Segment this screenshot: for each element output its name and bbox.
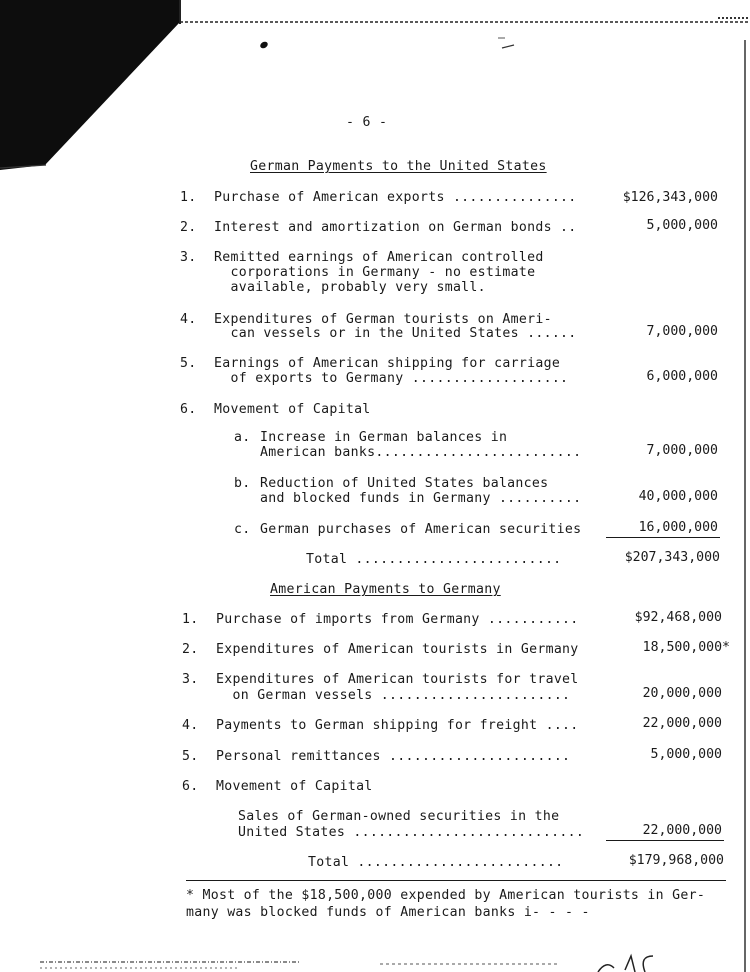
subitem-text: United States ............................ <box>238 825 585 840</box>
item-text: Personal remittances ...................... <box>216 749 571 764</box>
item-number: 4. <box>182 718 199 733</box>
subitem-text: Increase in German balances in <box>260 430 508 445</box>
ink-speck <box>502 45 514 48</box>
subitem-text: German purchases of American securities <box>260 522 582 537</box>
item-number: 6. <box>182 779 199 794</box>
item-number: 3. <box>180 250 197 265</box>
item-amount: 22,000,000 <box>642 716 722 731</box>
item-amount: $92,468,000 <box>634 610 722 625</box>
subitem-amount: 16,000,000 <box>638 520 718 535</box>
ink-speck <box>259 40 269 49</box>
item-text: Expenditures of American tourists in Germany <box>216 642 579 657</box>
item-number: 1. <box>182 612 199 627</box>
item-number: 5. <box>182 749 199 764</box>
black-corner-shadow <box>0 0 180 170</box>
item-text: Earnings of American shipping for carriage <box>214 356 561 371</box>
item-text: Purchase of American exports ............... <box>214 190 577 205</box>
subitem-text: and blocked funds in Germany .......... <box>260 491 582 506</box>
total-label: Total ......................... <box>308 855 564 870</box>
total-label: Total ......................... <box>306 552 562 567</box>
footnote-line: many was blocked funds of American banks i- - - - <box>186 905 590 920</box>
subitem-text: Sales of German-owned securities in the <box>238 809 560 824</box>
item-amount: 6,000,000 <box>646 369 718 384</box>
subitem-letter: c. <box>234 522 251 537</box>
subitem-amount: 40,000,000 <box>638 489 718 504</box>
item-amount: 18,500,000* <box>642 640 730 655</box>
item-number: 2. <box>182 642 199 657</box>
item-number: 4. <box>180 312 197 327</box>
item-text: Movement of Capital <box>216 779 373 794</box>
page-number: - 6 - <box>346 115 388 130</box>
footnote-line: * Most of the $18,500,000 expended by American tourists in Ger- <box>186 888 706 903</box>
item-text: on German vessels ....................... <box>216 688 571 703</box>
subitem-text: Reduction of United States balances <box>260 476 549 491</box>
item-text: can vessels or in the United States ...... <box>214 326 577 341</box>
item-text: Expenditures of German tourists on Ameri- <box>214 312 552 327</box>
subtotal-rule <box>606 840 724 841</box>
subitem-letter: b. <box>234 476 251 491</box>
item-amount: 20,000,000 <box>642 686 722 701</box>
item-number: 5. <box>180 356 197 371</box>
item-text: Interest and amortization on German bonds .. <box>214 220 577 235</box>
subitem-letter: a. <box>234 430 251 445</box>
german-section-heading: German Payments to the United States <box>250 159 547 174</box>
subitem-amount: 7,000,000 <box>646 443 718 458</box>
subitem-amount: 22,000,000 <box>642 823 722 838</box>
item-text: Movement of Capital <box>214 402 371 417</box>
item-text: Expenditures of American tourists for travel <box>216 672 579 687</box>
item-text: corporations in Germany - no estimate <box>214 265 536 280</box>
item-amount: 5,000,000 <box>650 747 722 762</box>
item-text: of exports to Germany ................... <box>214 371 569 386</box>
item-text: Purchase of imports from Germany ........... <box>216 612 579 627</box>
subitem-text: American banks......................... <box>260 445 582 460</box>
total-amount: $207,343,000 <box>624 550 720 565</box>
item-number: 1. <box>180 190 197 205</box>
total-amount: $179,968,000 <box>628 853 724 868</box>
item-number: 2. <box>180 220 197 235</box>
handwritten-mark <box>598 956 653 972</box>
item-text: available, probably very small. <box>214 280 486 295</box>
item-number: 3. <box>182 672 199 687</box>
item-amount: 7,000,000 <box>646 324 718 339</box>
item-amount: $126,343,000 <box>622 190 718 205</box>
american-section-heading: American Payments to Germany <box>270 582 501 597</box>
item-text: Payments to German shipping for freight .... <box>216 718 579 733</box>
item-text: Remitted earnings of American controlled <box>214 250 544 265</box>
subtotal-rule <box>606 537 720 538</box>
footnote-rule <box>186 880 726 881</box>
item-amount: 5,000,000 <box>646 218 718 233</box>
item-number: 6. <box>180 402 197 417</box>
